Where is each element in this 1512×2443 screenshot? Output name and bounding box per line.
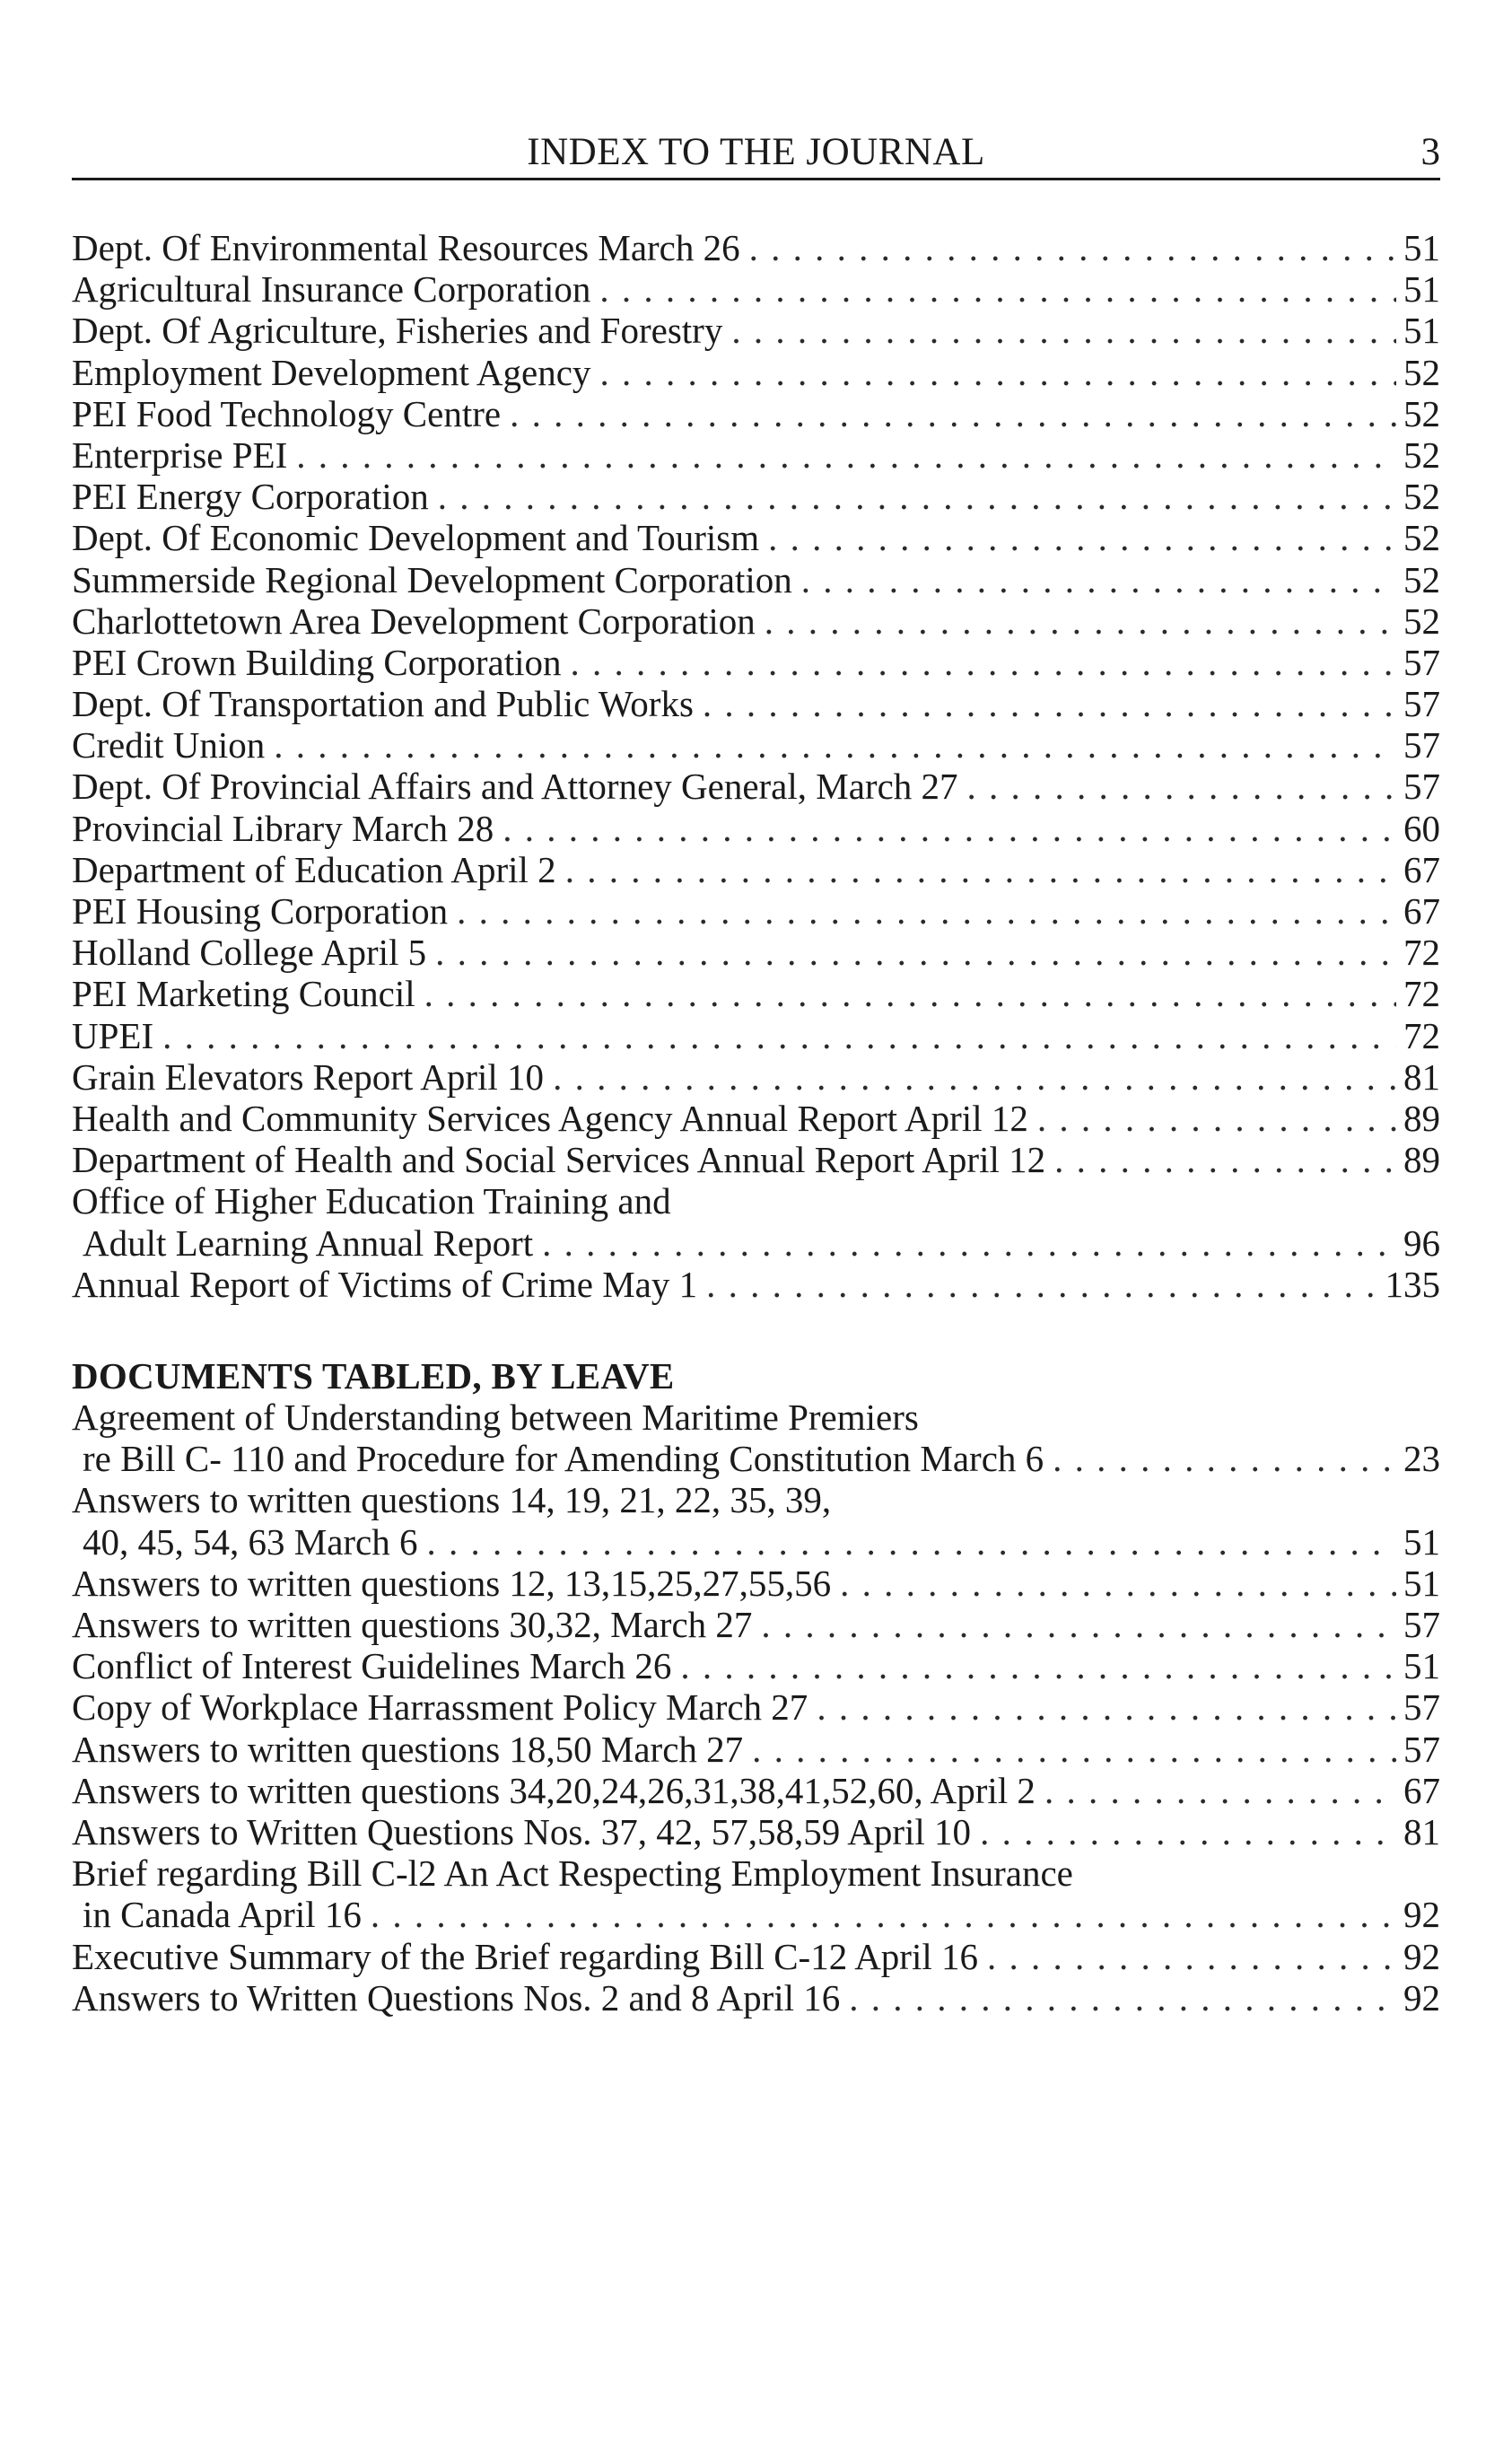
dot-leader (435, 932, 1396, 973)
index-entry (72, 1438, 1440, 1479)
entry-title: in Canada April 16 (83, 1894, 362, 1936)
dot-leader (680, 1645, 1396, 1686)
entry-title: PEI Crown Building Corporation (72, 641, 562, 683)
entry-page: 57 (1403, 641, 1440, 683)
dot-leader (703, 683, 1396, 724)
dot-leader (274, 724, 1396, 766)
index-entry (72, 268, 1440, 310)
dot-leader (162, 1015, 1396, 1056)
index-entry (72, 1811, 1440, 1852)
dot-leader (731, 310, 1396, 351)
entry-page: 57 (1403, 724, 1440, 766)
dot-leader (765, 600, 1396, 642)
dot-leader (768, 517, 1396, 558)
index-entry (72, 1098, 1440, 1139)
entry-title: Dept. Of Economic Development and Tourism (72, 517, 760, 559)
entry-page: 89 (1403, 1139, 1440, 1181)
entry-page: 52 (1403, 392, 1440, 434)
index-entry (72, 1563, 1440, 1604)
index-entry (72, 1936, 1440, 1977)
index-entry (72, 683, 1440, 724)
entry-title: Charlottetown Area Development Corporation (72, 600, 756, 642)
entry-title-line: Agreement of Understanding between Maritime Premiers (72, 1397, 919, 1439)
entry-page: 52 (1403, 558, 1440, 600)
dot-leader (706, 1264, 1377, 1305)
section-gap (72, 1305, 1440, 1355)
page-number: 3 (1420, 131, 1440, 173)
dot-leader (980, 1811, 1396, 1852)
dot-leader (371, 1894, 1396, 1935)
index-entry (72, 1264, 1440, 1305)
dot-leader (565, 849, 1396, 890)
index-entry (72, 476, 1440, 517)
entry-title: Conflict of Interest Guidelines March 26 (72, 1645, 672, 1687)
entry-page: 92 (1403, 1894, 1440, 1936)
index-entry (72, 559, 1440, 600)
dot-leader (1037, 1098, 1396, 1139)
entry-page: 57 (1403, 683, 1440, 725)
entry-title: Annual Report of Victims of Crime May 1 (72, 1263, 698, 1305)
entry-page: 23 (1403, 1438, 1440, 1480)
index-entry (72, 1015, 1440, 1056)
dot-leader (752, 1729, 1396, 1770)
dot-leader (801, 559, 1396, 600)
entry-title: Answers to Written Questions Nos. 2 and 8 April 16 (72, 1976, 841, 2018)
entry-page: 57 (1403, 766, 1440, 808)
entry-title: Department of Health and Social Services Annual Report April 12 (72, 1139, 1046, 1181)
entry-title: Answers to written questions 12, 13,15,25,27,55,56 (72, 1562, 832, 1604)
entry-page: 51 (1403, 227, 1440, 268)
index-entry (72, 310, 1440, 351)
entry-title: Dept. Of Agriculture, Fisheries and Forestry (72, 310, 723, 352)
section-heading: DOCUMENTS TABLED, BY LEAVE (72, 1354, 675, 1397)
index-entry (72, 434, 1440, 476)
index-entry (72, 1977, 1440, 2018)
entry-page: 51 (1403, 268, 1440, 311)
entry-title: PEI Marketing Council (72, 973, 415, 1015)
entry-page: 81 (1403, 1055, 1440, 1098)
entry-title: Adult Learning Annual Report (83, 1222, 534, 1264)
index-entry (72, 1770, 1440, 1811)
entry-title: Grain Elevators Report April 10 (72, 1055, 545, 1098)
dot-leader (424, 973, 1396, 1014)
entry-title: Employment Development Agency (72, 351, 591, 393)
dot-leader (457, 890, 1396, 932)
entry-page: 52 (1403, 600, 1440, 642)
dot-leader (427, 1521, 1396, 1563)
entry-page: 96 (1403, 1222, 1440, 1264)
dot-leader (749, 227, 1396, 268)
entry-page: 51 (1403, 1562, 1440, 1604)
entry-page: 52 (1403, 517, 1440, 559)
index-entry (72, 642, 1440, 683)
index-entry (72, 1056, 1440, 1098)
page-header (72, 127, 1440, 180)
entry-page: 67 (1403, 1769, 1440, 1811)
dot-leader (510, 393, 1396, 434)
index-entry (72, 393, 1440, 434)
entry-page: 52 (1403, 433, 1440, 476)
dot-leader (1053, 1438, 1396, 1479)
index-entry (72, 1729, 1440, 1770)
dot-leader (967, 766, 1396, 807)
entry-page: 89 (1403, 1097, 1440, 1139)
entry-page: 51 (1403, 1520, 1440, 1563)
entry-title: UPEI (72, 1014, 154, 1056)
entry-page: 135 (1385, 1263, 1440, 1305)
index-entry (72, 517, 1440, 558)
dot-leader (1044, 1770, 1396, 1811)
entry-title: PEI Food Technology Centre (72, 392, 502, 434)
entry-title: Answers to written questions 30,32, March 27 (72, 1604, 753, 1645)
index-entry (72, 1686, 1440, 1728)
index-entry (72, 1645, 1440, 1686)
entry-title: Answers to Written Questions Nos. 37, 42, 57,58,59 April 10 (72, 1810, 972, 1852)
dot-leader (849, 1977, 1396, 2018)
dot-leader (987, 1936, 1396, 1977)
index-entry (72, 973, 1440, 1014)
entry-title: Copy of Workplace Harrassment Policy March 27 (72, 1686, 808, 1729)
entry-title: Enterprise PEI (72, 433, 288, 476)
dot-leader (761, 1604, 1396, 1645)
index-entry (72, 1604, 1440, 1645)
dot-leader (438, 476, 1396, 517)
entry-title: Provincial Library March 28 (72, 807, 494, 849)
entry-title: Dept. Of Transportation and Public Works (72, 683, 694, 725)
entry-title: Dept. Of Environmental Resources March 26 (72, 227, 740, 268)
dot-leader (503, 808, 1396, 849)
dot-leader (817, 1686, 1396, 1728)
index-entry (72, 724, 1440, 766)
entry-page: 51 (1403, 1645, 1440, 1687)
entry-page: 57 (1403, 1604, 1440, 1645)
entry-title: Summerside Regional Development Corporation (72, 558, 792, 600)
entry-title: PEI Energy Corporation (72, 476, 429, 518)
entry-title: Answers to written questions 18,50 March 27 (72, 1728, 744, 1770)
dot-leader (553, 1056, 1396, 1098)
entry-page: 92 (1403, 1935, 1440, 1977)
entry-title: Dept. Of Provincial Affairs and Attorney General, March 27 (72, 766, 958, 808)
index-entry (72, 932, 1440, 973)
dot-leader (296, 434, 1396, 476)
entry-title-line: Answers to written questions 14, 19, 21, 22, 35, 39, (72, 1479, 832, 1521)
entry-title: Department of Education April 2 (72, 848, 556, 890)
index-entry (72, 352, 1440, 393)
index-entry (72, 890, 1440, 932)
entry-page: 81 (1403, 1810, 1440, 1852)
entry-page: 60 (1403, 807, 1440, 849)
entry-page: 57 (1403, 1728, 1440, 1770)
dot-leader (840, 1563, 1396, 1604)
dot-leader (1054, 1139, 1396, 1180)
index-entries (72, 227, 1440, 2018)
dot-leader (599, 352, 1396, 393)
entry-page: 92 (1403, 1976, 1440, 2018)
entry-page: 67 (1403, 848, 1440, 890)
dot-leader (599, 268, 1396, 310)
entry-title-line: Brief regarding Bill C-l2 An Act Respecting Employment Insurance (72, 1852, 1073, 1895)
index-entry (72, 227, 1440, 268)
entry-title: Credit Union (72, 724, 266, 766)
entry-page: 57 (1403, 1686, 1440, 1729)
entry-page: 72 (1403, 1014, 1440, 1056)
index-entry (72, 1139, 1440, 1180)
index-entry (72, 1521, 1440, 1563)
dot-leader (542, 1222, 1396, 1264)
index-entry (72, 1894, 1440, 1935)
entry-title: 40, 45, 54, 63 March 6 (83, 1520, 418, 1563)
entry-title: Agricultural Insurance Corporation (72, 268, 591, 311)
entry-title: Answers to written questions 34,20,24,26,31,38,41,52,60, April 2 (72, 1769, 1036, 1811)
entry-page: 72 (1403, 932, 1440, 974)
entry-title: Health and Community Services Agency Annual Report April 12 (72, 1097, 1028, 1139)
entry-title: PEI Housing Corporation (72, 890, 449, 932)
entry-title: re Bill C- 110 and Procedure for Amending Constitution March 6 (83, 1438, 1044, 1480)
index-entry (72, 849, 1440, 890)
entry-page: 52 (1403, 351, 1440, 393)
index-entry (72, 766, 1440, 807)
entry-page: 51 (1403, 310, 1440, 352)
dot-leader (571, 642, 1396, 683)
index-entry (72, 600, 1440, 642)
index-entry (72, 1222, 1440, 1264)
entry-title: Holland College April 5 (72, 932, 427, 974)
entry-title: Executive Summary of the Brief regarding Bill C-12 April 16 (72, 1935, 978, 1977)
page-title: INDEX TO THE JOURNAL (527, 131, 985, 173)
entry-page: 72 (1403, 973, 1440, 1015)
entry-page: 52 (1403, 476, 1440, 518)
entry-page: 67 (1403, 890, 1440, 932)
index-entry (72, 808, 1440, 849)
entry-title-line: Office of Higher Education Training and (72, 1180, 671, 1222)
